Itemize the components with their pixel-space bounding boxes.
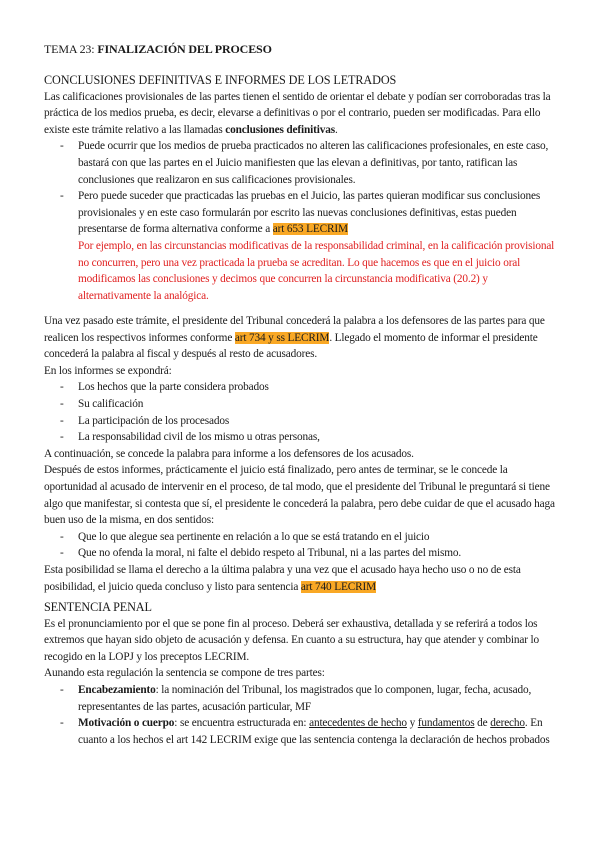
list-item: - Encabezamiento: la nominación del Tribunal, los magistrados que lo componen, lugar, fecha, acusado, representantes de las partes, acusación particular, MF: [44, 682, 556, 715]
list-item: - Motivación o cuerpo: se encuentra estructurada en: antecedentes de hecho y fundamentos de derecho. En cuanto a los hechos el art 142 LECRIM exige que las sentencia contenga la declaración de hechos probados: [44, 715, 556, 748]
section-informes: [44, 313, 556, 595]
bullet-list: [44, 529, 556, 562]
list-item: - La participación de los procesados: [44, 413, 556, 430]
red-example-text: Por ejemplo, en las circunstancias modificativas de la responsabilidad criminal, en la calificación provisional no concurren, pero una vez practicada la prueba se acreditan. Lo que hacemos es que en el juicio oral modificamos las conclusiones y decimos que concurren la circunstancia modificativa (20.2) y alternativamente la analógica.: [78, 239, 555, 302]
list-item: - Que lo que alegue sea pertinente en relación a lo que se está tratando en el juicio: [44, 529, 556, 546]
paragraph: Después de estos informes, prácticamente el juicio está finalizado, pero antes de terminar, se le concede la oportunidad al acusado de intervenir en el proceso, de tal modo, que el presidente del Tribunal le preguntará si tiene algo que manifestar, si contesta que sí, el presidente le concederá la palabra, pero debe cuidar de que el acusado haga buen uso de la misma, en dos sentidos:: [44, 464, 555, 527]
paragraph: Esta posibilidad se llama el derecho a la última palabra y una vez que el acusado haya hecho uso o no de esta posibilidad, el juicio queda concluso y listo para sentencia art 740 LECRIM: [44, 563, 521, 593]
highlight: art 740 LECRIM: [300, 580, 376, 593]
list-item: - La responsabilidad civil de los mismo u otras personas,: [44, 429, 556, 446]
section-sentencia: [44, 599, 556, 748]
list-item: - Puede ocurrir que los medios de prueba practicados no alteren las calificaciones profesionales, en este caso, bastará con que las partes en el Juicio manifiesten que las elevan a definitivas, por tanto, ratifican las conclusiones que realizaron en sus calificaciones provisionales.: [44, 138, 556, 188]
paragraph: Las calificaciones provisionales de las partes tienen el sentido de orientar el debate y podían ser corroboradas tras la práctica de los medios prueba, es decir, elevarse a definitivas o por el contrario, pueden ser modificadas. Para ello existe este trámite relativo a las llamadas conclusiones definitivas.: [44, 90, 551, 136]
bullet-list: [44, 379, 556, 445]
paragraph: A continuación, se concede la palabra para informe a los defensores de los acusados.: [44, 447, 414, 460]
paragraph: Aunando esta regulación la sentencia se compone de tres partes:: [44, 667, 325, 680]
paragraph: Es el pronunciamiento por el que se pone fin al proceso. Deberá ser exhaustiva, detallada y se referirá a todos los extremos que hayan sido objeto de acusación y defensa. En cuanto a su estructura, hay que atender y combinar lo recogido en la LOPJ y los preceptos LECRIM.: [44, 617, 539, 663]
paragraph: Una vez pasado este trámite, el presidente del Tribunal concederá la palabra a los defensores de las partes para que realicen los respectivos informes conforme art 734 y ss LECRIM. Llegado el momento de informar el presidente concederá la palabra al fiscal y después al resto de acusadores.: [44, 315, 545, 361]
highlight: art 734 y ss LECRIM: [234, 331, 330, 344]
highlight: art 653 LECRIM: [272, 223, 348, 236]
section-conclusiones: [44, 72, 556, 304]
section-heading: CONCLUSIONES DEFINITIVAS E INFORMES DE LOS LETRADOS: [44, 73, 397, 87]
list-item: - Su calificación: [44, 396, 556, 413]
list-item: - Que no ofenda la moral, ni falte el debido respeto al Tribunal, ni a las partes del mismo.: [44, 545, 556, 562]
bullet-list: [44, 138, 556, 304]
list-item: - Los hechos que la parte considera probados: [44, 379, 556, 396]
bullet-list: [44, 682, 556, 748]
paragraph: En los informes se expondrá:: [44, 364, 172, 377]
list-item: - Pero puede suceder que practicadas las pruebas en el Juicio, las partes quieran modificar sus conclusiones provisionales y en este caso formularán por escrito las nuevas conclusiones definitivas, estas pueden presentarse de forma alternativa conforme a art 653 LECRIM Por ejemplo, en las circunstancias modificativas de la responsabilidad criminal, en la calificación provisional no concurren, pero una vez practicada la prueba se acreditan. Lo que hacemos es que en el juicio oral modificamos las conclusiones y decimos que concurren la circunstancia modificativa (20.2) y alternativamente la analógica.: [44, 188, 556, 304]
page-title: TEMA 23: FINALIZACIÓN DEL PROCESO: [44, 42, 272, 56]
section-heading: SENTENCIA PENAL: [44, 600, 152, 614]
